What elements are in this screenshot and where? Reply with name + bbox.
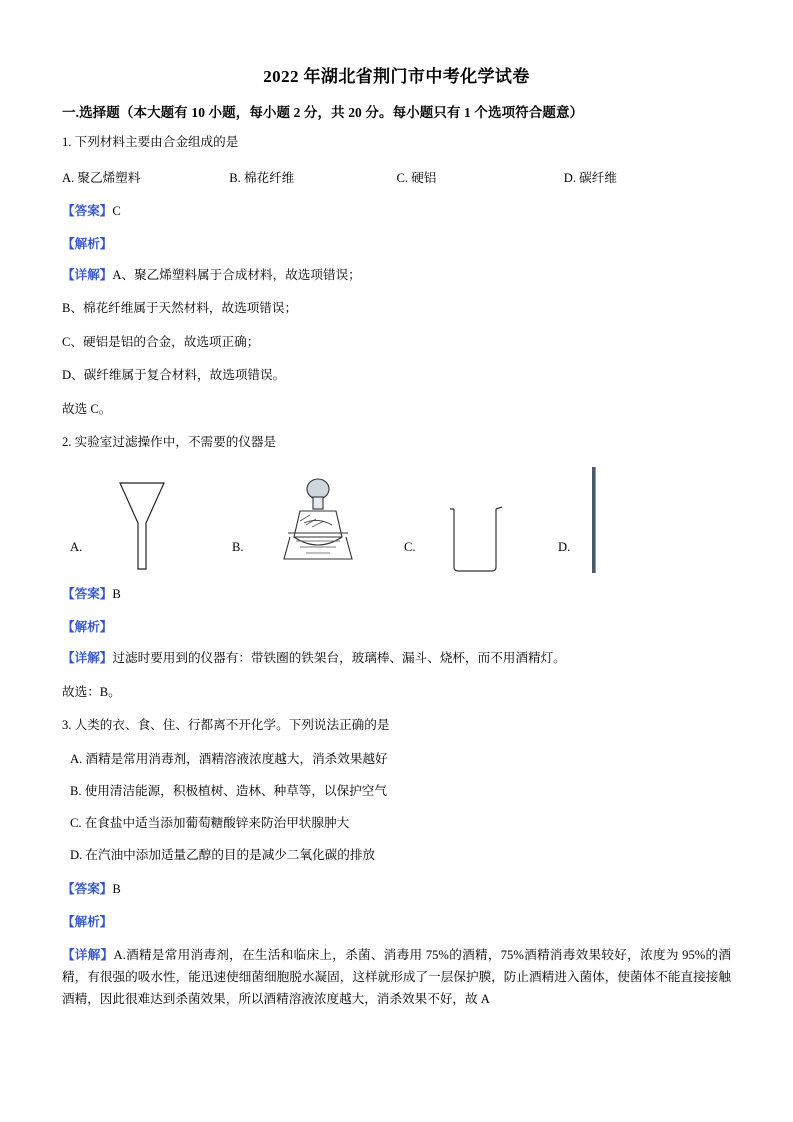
question-1-detail-c: C、硬铝是铝的合金，故选项正确； xyxy=(62,334,260,349)
question-2-conclusion: 故选：B。 xyxy=(62,684,121,699)
question-2-label-a: A. xyxy=(70,540,83,555)
question-1-option-d[interactable]: D. 碳纤维 xyxy=(563,170,617,185)
question-2-stem: 2. 实验室过滤操作中，不需要的仪器是 xyxy=(62,435,277,450)
detail-label: 【详解】 xyxy=(62,267,113,282)
question-1-detail-a-text: A、聚乙烯塑料属于合成材料，故选项错误； xyxy=(112,267,361,282)
question-2-detail xyxy=(62,649,731,669)
detail-label: 【详解】 xyxy=(62,947,114,962)
question-3-option-d[interactable]: D. 在汽油中添加适量乙醇的目的是减少二氧化碳的排放 xyxy=(70,847,376,862)
analysis-label: 【解析】 xyxy=(62,236,113,251)
answer-label: 【答案】 xyxy=(62,881,113,896)
alcohol-lamp-icon xyxy=(270,475,366,575)
question-3-analysis-label xyxy=(62,911,731,930)
page-title: 2022 年湖北省荆门市中考化学试卷 xyxy=(263,67,530,86)
question-2-detail-text: 过滤时要用到的仪器有：带铁圈的铁架台，玻璃棒、漏斗、烧杯，而不用酒精灯。 xyxy=(112,651,566,666)
question-3-option-b[interactable]: B. 使用清洁能源，积极植树、造林、种草等，以保护空气 xyxy=(70,784,387,799)
question-1-detail-d: D、碳纤维属于复合材料，故选项错误。 xyxy=(62,368,286,383)
question-3-detail-text: A.酒精是常用消毒剂，在生活和临床上，杀菌、消毒用 75%的酒精，75%酒精消毒效果较好，浓度为 95%的酒精，有很强的吸水性，能迅速使细菌细胞脱水凝固，这样就形成了一层保护膜，防止酒精进入菌体，使菌体不能直接接触酒精，因此很难达到杀菌效果，所以酒精溶液浓度越大，消杀效果不好，故 A xyxy=(62,947,732,1006)
answer-label: 【答案】 xyxy=(62,203,113,218)
question-2-figures xyxy=(62,467,731,575)
analysis-label: 【解析】 xyxy=(62,620,113,635)
question-1-answer xyxy=(62,200,731,219)
question-1-analysis-label xyxy=(62,233,731,252)
answer-label: 【答案】 xyxy=(62,587,113,602)
question-3-answer xyxy=(62,878,731,897)
question-1-option-c[interactable]: C. 硬铝 xyxy=(396,170,437,185)
question-1-conclusion: 故选 C。 xyxy=(62,401,112,416)
question-2-analysis-label xyxy=(62,616,731,635)
question-2-answer xyxy=(62,583,731,602)
question-2-label-d: D. xyxy=(558,540,571,555)
question-3-detail xyxy=(62,944,731,1010)
question-3-option-c[interactable]: C. 在食盐中适当添加葡萄糖酸锌来防治甲状腺肿大 xyxy=(70,816,350,831)
question-1-stem: 1. 下列材料主要由合金组成的是 xyxy=(62,135,239,149)
question-2-answer-value: B xyxy=(112,587,121,602)
question-1-detail-a xyxy=(62,266,731,286)
question-3-answer-value: B xyxy=(112,881,121,896)
question-1-option-b[interactable]: B. 棉花纤维 xyxy=(229,170,295,185)
question-3-option-a[interactable]: A. 酒精是常用消毒剂，酒精溶液浓度越大，消杀效果越好 xyxy=(70,752,388,767)
question-1-option-a[interactable]: A. 聚乙烯塑料 xyxy=(62,170,141,185)
detail-label: 【详解】 xyxy=(62,651,113,666)
question-1-detail-b: B、棉花纤维属于天然材料，故选项错误； xyxy=(62,301,298,316)
question-2-label-b: B. xyxy=(232,540,244,555)
question-1-answer-value: C xyxy=(112,203,121,218)
analysis-label: 【解析】 xyxy=(62,914,113,929)
question-3-stem: 3. 人类的衣、食、住、行都离不开化学。下列说法正确的是 xyxy=(62,718,390,733)
funnel-icon xyxy=(110,475,174,575)
beaker-icon xyxy=(440,475,510,575)
section-heading: 一.选择题（本大题有 10 小题，每小题 2 分，共 20 分。每小题只有 1 个选项符合题意） xyxy=(62,105,584,120)
question-2-label-c: C. xyxy=(404,540,416,555)
question-1-options xyxy=(62,167,731,186)
glass-rod-icon xyxy=(586,467,602,575)
